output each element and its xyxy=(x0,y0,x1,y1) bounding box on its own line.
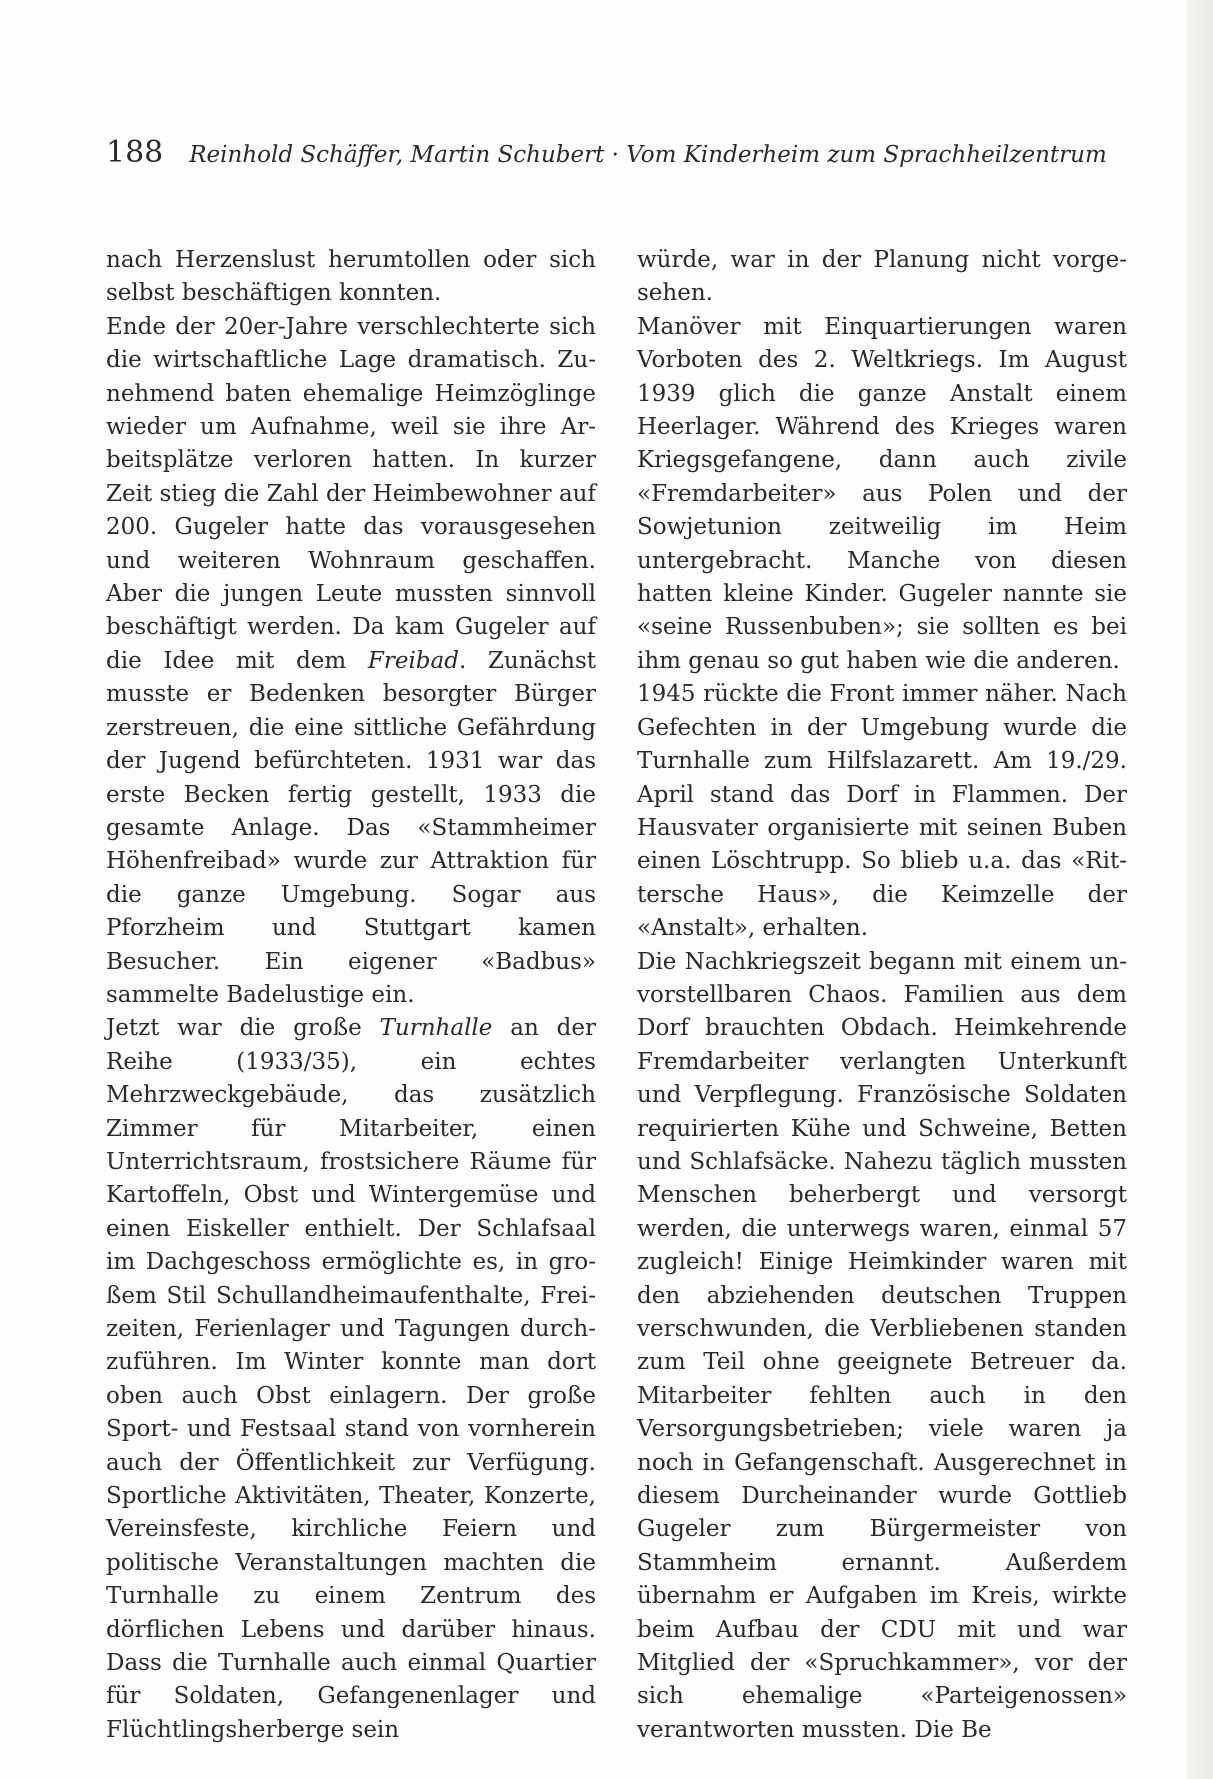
page-edge-shadow xyxy=(1187,0,1213,1779)
paragraph: Die Nachkriegszeit begann mit einem unvorstellbaren Chaos. Familien aus dem Dorf brauchten Obdach. Heimkehrende Fremdarbeiter verlangten Unterkunft und Verpflegung. Französische Soldaten requirierten Kühe und Schweine, Betten und Schlafsäcke. Nahezu täglich mussten Menschen beherbergt und versorgt werden, die unterwegs waren, einmal 57 zugleich! Einige Heimkinder waren mit den abziehenden deutschen Truppen verschwunden, die Verbliebenen standen zum Teil ohne geeignete Betreuer da. Mitarbeiter fehlten auch in den Versorgungsbetrieben; viele waren ja noch in Gefangenschaft. Ausgerechnet in diesem Durcheinander wurde Gottlieb Gugeler zum Bürgermeister von Stammheim ernannt. Außerdem übernahm er Aufgaben im Kreis, wirkte beim Aufbau der CDU mit und war Mitglied der «Spruchkammer», vor der sich ehemalige «Parteigenossen» verantworten mussten. Die Be xyxy=(637,948,1127,1743)
right-column xyxy=(637,244,1127,1747)
emphasis-turnhalle: Turnhalle xyxy=(379,1015,493,1042)
paragraph: 1945 rückte die Front immer näher. Nach Gefechten in der Umgebung wurde die Turnhalle zum Hilfslazarett. Am 19./29. April stand das Dorf in Flammen. Der Hausvater organisierte mit seinen Buben einen Löschtrupp. So blieb u.a. das «Rittersche Haus», die Keimzelle der «Anstalt», erhalten. xyxy=(637,681,1127,942)
paragraph: würde, war in der Planung nicht vorgesehen. xyxy=(637,247,1127,307)
running-title: Reinhold Schäffer, Martin Schubert · Vom Kinderheim zum Sprachheilzentrum xyxy=(189,142,1107,168)
paragraph: Ende der 20er-Jahre verschlechterte sich die wirtschaftliche Lage dramatisch. Zunehmend baten ehemalige Heimzöglinge wieder um Aufnahme, weil sie ihre Arbeitsplätze verloren hatten. In kurzer Zeit stieg die Zahl der Heimbewohner auf 200. Gugeler hatte das vorausgesehen und weiteren Wohnraum geschaffen. Aber die jungen Leute mussten sinnvoll beschäftigt werden. Da kam Gugeler auf die Idee mit dem Freibad. Zunächst musste er Bedenken besorgter Bürger zerstreuen, die eine sittliche Gefährdung der Jugend befürchteten. 1931 war das erste Becken fertig gestellt, 1933 die gesamte Anlage. Das «Stammheimer Höhenfreibad» wurde zur Attraktion für die ganze Umgebung. Sogar aus Pforzheim und Stuttgart kamen Besucher. Ein eigener «Badbus» sammelte Badelustige ein. xyxy=(106,313,596,1008)
page-number: 188 xyxy=(106,135,164,170)
emphasis-freibad: Freibad xyxy=(367,647,459,674)
paragraph: Jetzt war die große Turnhalle an der Reihe (1933/35), ein echtes Mehrzweckgebäude, das zusätzlich Zimmer für Mitarbeiter, einen Unterrichtsraum, frostsichere Räume für Kartoffeln, Obst und Wintergemüse und einen Eiskeller enthielt. Der Schlafsaal im Dachgeschoss ermöglichte es, in großem Stil Schullandheimaufenthalte, Freizeiten, Ferienlager und Tagungen durchzuführen. Im Winter konnte man dort oben auch Obst einlagern. Der große Sport- und Festsaal stand von vornherein auch der Öffentlichkeit zur Verfügung. Sportliche Aktivitäten, Theater, Konzerte, Vereinsfeste, kirchliche Feiern und politische Veranstaltungen machten die Turnhalle zu einem Zentrum des dörflichen Lebens und darüber hinaus. Dass die Turnhalle auch einmal Quartier für Soldaten, Gefangenenlager und Flüchtlingsherberge sein xyxy=(106,1015,596,1743)
left-column xyxy=(106,244,596,1747)
paragraph: Manöver mit Einquartierungen waren Vorboten des 2. Weltkriegs. Im August 1939 glich die ganze Anstalt einem Heerlager. Während des Krieges waren Kriegsgefangene, dann auch zivile «Fremdarbeiter» aus Polen und der Sowjetunion zeitweilig im Heim untergebracht. Manche von diesen hatten kleine Kinder. Gugeler nannte sie «seine Russenbuben»; sie sollten es bei ihm genau so gut haben wie die anderen. xyxy=(637,313,1127,674)
paragraph: nach Herzenslust herumtollen oder sich selbst beschäftigen konnten. xyxy=(106,247,596,307)
running-head xyxy=(106,136,1106,172)
